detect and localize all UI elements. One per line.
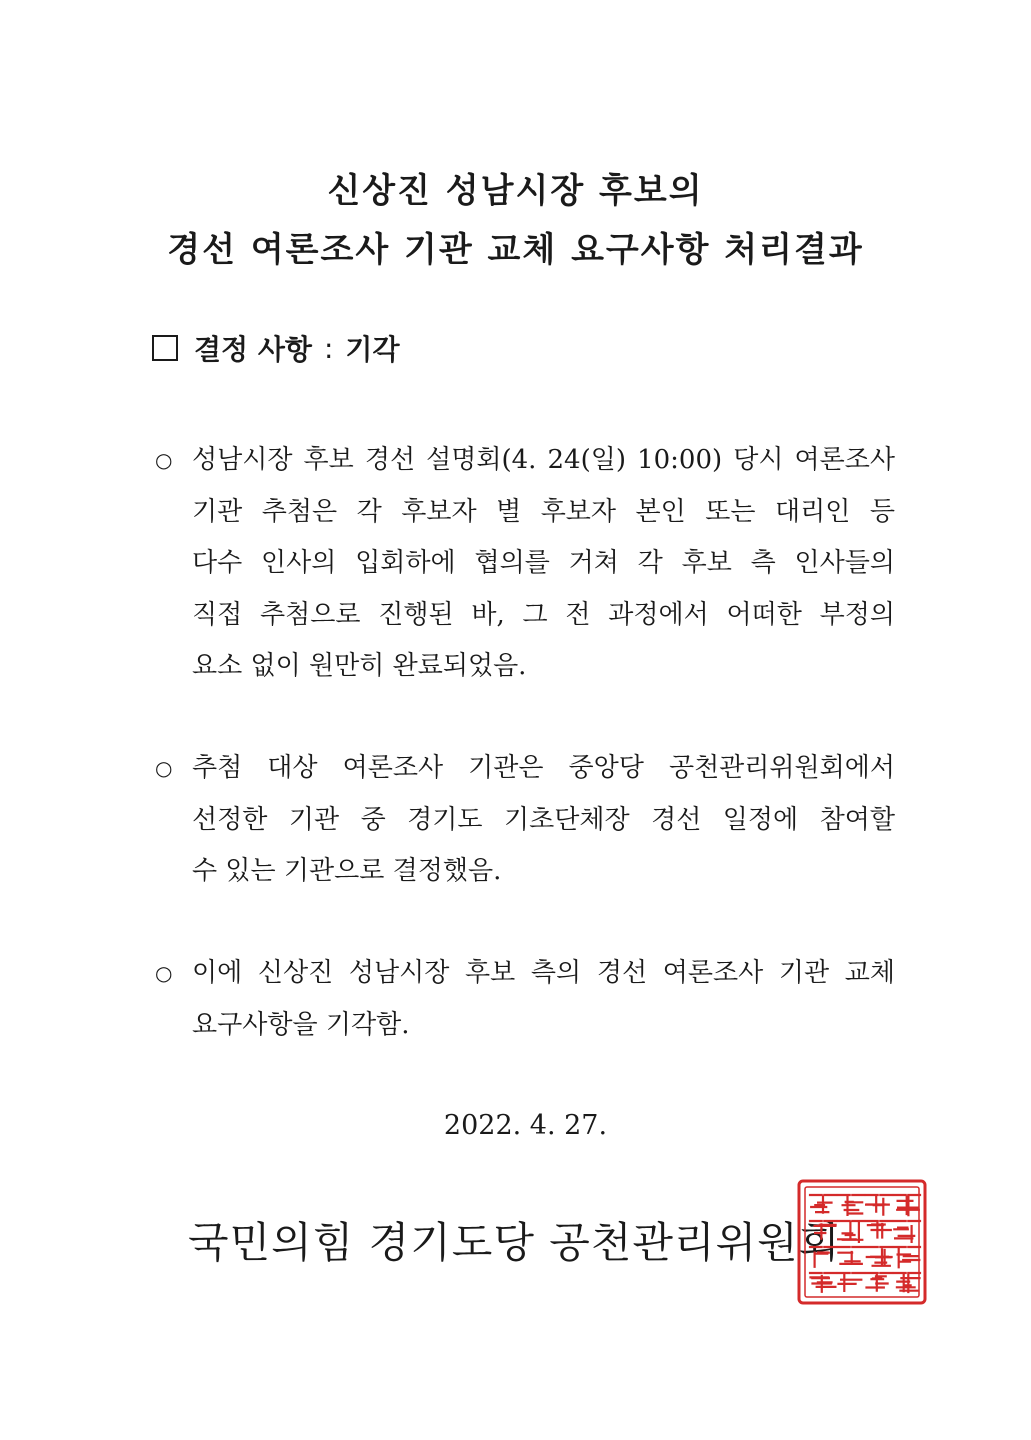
bullet-line: 요소 없이 원만히 완료되었음. [192,651,527,681]
bullet-line: 이에 신상진 성남시장 후보 측의 경선 여론조사 기관 교체 [192,958,895,988]
seal-glyph [838,1273,864,1291]
document-date: 2022. 4. 27. [443,1110,608,1141]
bullet-circle-icon: ○ [155,961,173,985]
bullet-line: 직접 추첨으로 진행된 바, 그 전 과정에서 어떠한 부정의 [192,599,895,630]
seal-glyph [894,1195,920,1215]
seal-glyph [810,1247,836,1267]
bullet-line: 다수 인사의 입회하에 협의를 거쳐 각 후보 측 인사들의 [192,548,895,578]
bullet-circle-icon: ○ [155,448,173,472]
checkbox-square-icon [152,335,178,361]
decision-value: 기각 [345,333,400,366]
seal-glyph [894,1247,920,1267]
bullet-line: 추첨 대상 여론조사 기관은 중앙당 공천관리위원회에서 [192,753,895,783]
decision-label: 결정 사항 [194,333,312,366]
decision-separator: : [323,331,334,365]
seal-glyph [894,1221,920,1242]
seal-glyph [838,1195,864,1215]
bullet-line: 성남시장 후보 경선 설명회(4. 24(일) 10:00) 당시 여론조사 [192,445,895,475]
bullet-item [155,948,895,1051]
bullet-circle-icon: ○ [155,756,173,780]
seal-glyph [866,1221,892,1238]
bullet-item [155,435,895,693]
bullet-line: 요구사항을 기각함. [192,1009,410,1040]
seal-glyph [866,1273,892,1291]
bullet-line: 기관 추첨은 각 후보자 별 후보자 본인 또는 대리인 등 [192,496,895,527]
bullet-line: 수 있는 기관으로 결정했음. [192,856,502,886]
seal-glyph [810,1273,836,1292]
document-title-line-2: 경선 여론조사 기관 교체 요구사항 처리결과 [167,230,864,270]
bullet-line: 선정한 기관 중 경기도 기초단체장 경선 일정에 참여할 [192,804,895,835]
official-seal-stamp [796,1178,928,1306]
seal-glyph [810,1221,836,1239]
seal-glyph [866,1195,892,1215]
seal-glyph [894,1273,920,1292]
decision-section [152,328,400,368]
document-title-line-1: 신상진 성남시장 후보의 [327,171,704,211]
seal-glyph [810,1195,836,1213]
bullet-item [155,743,895,898]
organization-name: 국민의힘 경기도당 공천관리위원회 [188,1218,841,1267]
seal-glyph [866,1247,892,1266]
seal-glyph [838,1247,864,1264]
seal-glyph [838,1221,864,1242]
